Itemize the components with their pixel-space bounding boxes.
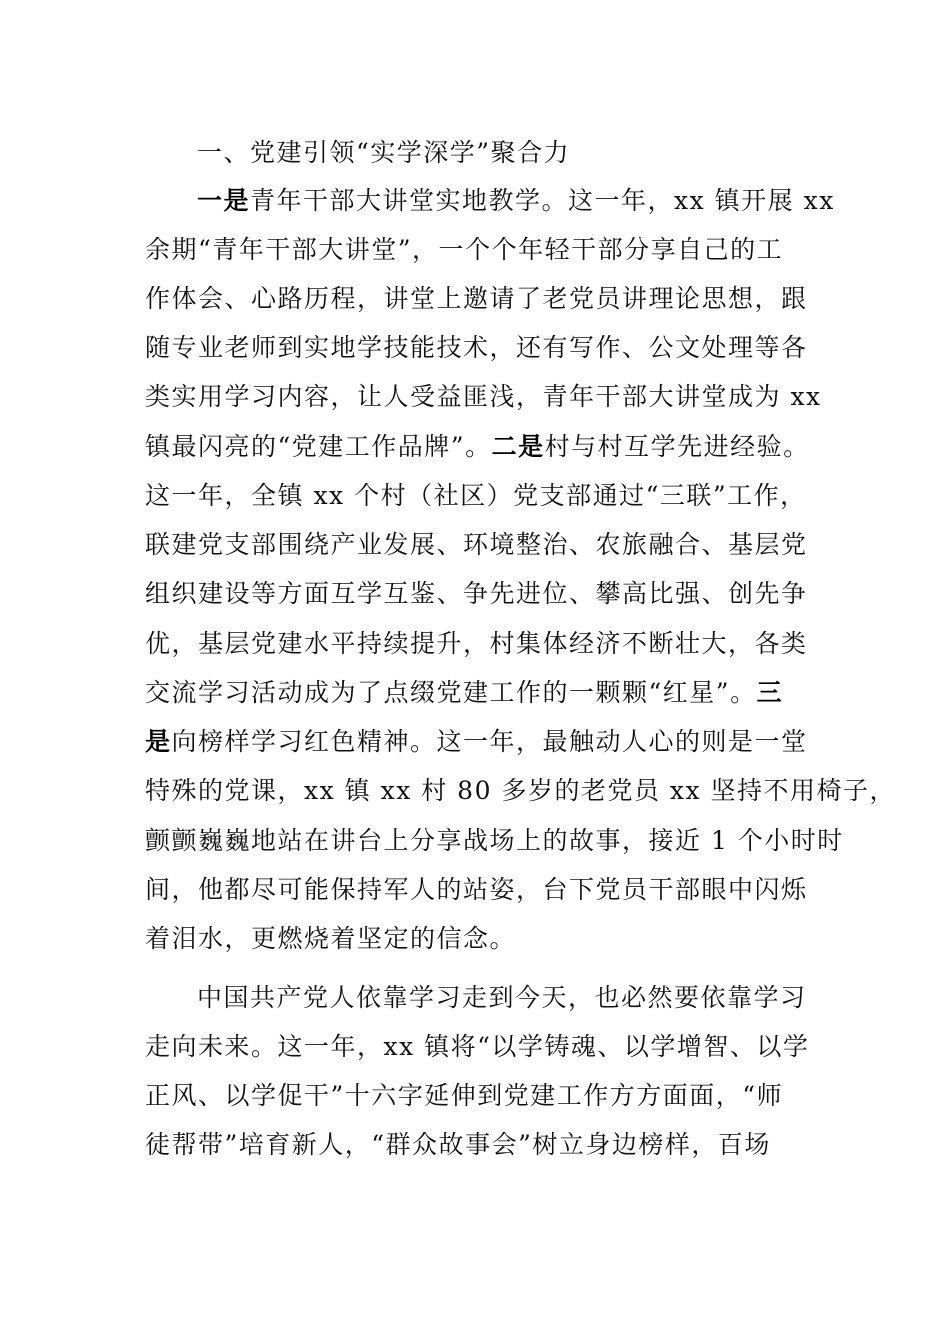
paragraph-1-line-11 <box>145 670 815 716</box>
paragraph-1-line-6 <box>145 424 815 470</box>
paragraph-2-line-2 <box>145 1024 815 1070</box>
text-run: 组织建设等方面互学互鉴、争先进位、攀高比强、创先争 <box>145 579 808 608</box>
paragraph-1-line-2 <box>145 227 815 273</box>
paragraph-1-line-15 <box>145 867 815 913</box>
section-heading: 一、党建引领“实学深学”聚合力 <box>197 138 571 167</box>
text-run: 类实用学习内容，让人受益匪浅，青年干部大讲堂成为 xx <box>145 382 822 411</box>
text-run: 着泪水，更燃烧着坚定的信念。 <box>145 924 517 953</box>
text-run: 联建党支部围绕产业发展、环境整治、农旅融合、基层党 <box>145 530 808 559</box>
bold-lead: 三 <box>756 678 784 707</box>
paragraph-1-line-13 <box>145 768 897 814</box>
paragraph-2-line-4 <box>145 1122 815 1168</box>
paragraph-1-line-7 <box>145 473 815 519</box>
text-run: 颤颤巍巍地站在讲台上分享战场上的故事，接近 1 个小时时 <box>145 826 844 855</box>
paragraph-1-line-9 <box>145 571 815 617</box>
paragraph-2-line-1 <box>197 975 815 1021</box>
text-run: 向榜样学习红色精神。这一年，最触动人心的则是一堂 <box>171 727 808 756</box>
paragraph-1-line-3 <box>145 276 815 322</box>
bold-lead: 是 <box>145 727 172 756</box>
text-run: 余期“青年干部大讲堂”，一个个年轻干部分享自己的工 <box>145 235 784 264</box>
text-run: 青年干部大讲堂实地教学。这一年，xx 镇开展 xx <box>250 186 835 215</box>
paragraph-1-line-16 <box>145 916 815 962</box>
bold-lead: 一是 <box>197 186 251 215</box>
text-run: 徒帮带”培育新人，“群众故事会”树立身边榜样，百场 <box>145 1130 771 1159</box>
paragraph-1-line-12 <box>145 719 815 765</box>
paragraph-1-line-8 <box>145 522 815 568</box>
text-run: 随专业老师到实地学技能技术，还有写作、公文处理等各 <box>145 333 808 362</box>
text-run: 中国共产党人依靠学习走到今天，也必然要依靠学习 <box>197 983 807 1012</box>
text-run: 交流学习活动成为了点缀党建工作的一颗颗“红星”。 <box>145 678 757 707</box>
paragraph-1-line-4 <box>145 325 815 371</box>
paragraph-1-line-1 <box>197 178 835 224</box>
paragraph-1-line-10 <box>145 621 815 667</box>
text-run: 作体会、心路历程，讲堂上邀请了老党员讲理论思想，跟 <box>145 284 808 313</box>
text-run: 间，他都尽可能保持军人的站姿，台下党员干部眼中闪烁 <box>145 875 808 904</box>
text-run: 走向未来。这一年，xx 镇将“以学铸魂、以学增智、以学 <box>145 1032 810 1061</box>
text-run: 优，基层党建水平持续提升，村集体经济不断壮大，各类 <box>145 629 808 658</box>
text-run: 正风、以学促干”十六字延伸到党建工作方方面面，“师 <box>145 1081 784 1110</box>
bold-lead: 二是 <box>491 432 545 461</box>
text-run: 特殊的党课，xx 镇 xx 村 80 多岁的老党员 xx 坚持不用椅子， <box>145 776 897 805</box>
paragraph-1-line-14 <box>145 818 844 864</box>
paragraph-1-line-5 <box>145 374 822 420</box>
text-run: 村与村互学先进经验。 <box>544 432 810 461</box>
text-run: 这一年，全镇 xx 个村（社区）党支部通过“三联”工作， <box>145 481 807 510</box>
text-run: 镇最闪亮的“党建工作品牌”。 <box>145 432 492 461</box>
paragraph-2-line-3 <box>145 1073 815 1119</box>
